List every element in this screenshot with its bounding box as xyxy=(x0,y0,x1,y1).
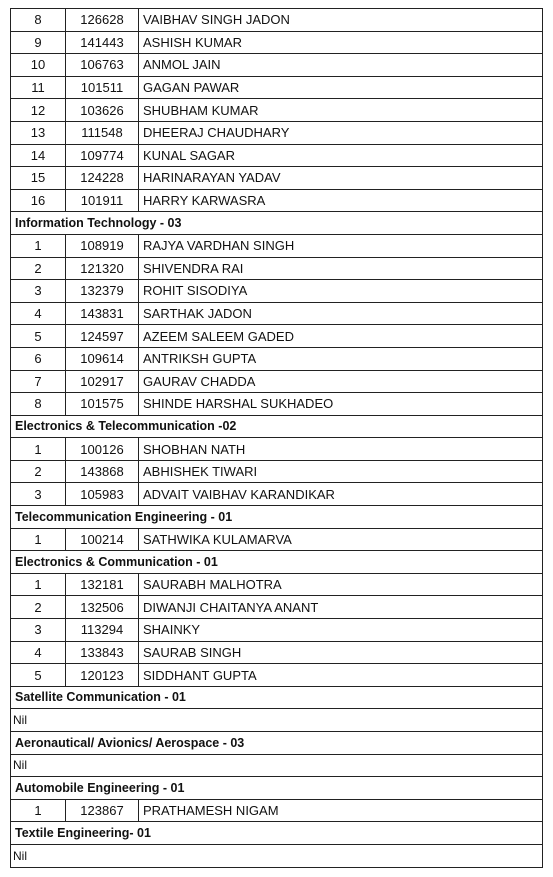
serial-number-cell: 16 xyxy=(11,189,66,212)
roll-number-cell: 132379 xyxy=(66,280,139,303)
serial-number-cell: 10 xyxy=(11,54,66,77)
table-row xyxy=(11,460,543,483)
section-title: Textile Engineering- 01 xyxy=(11,822,543,845)
roll-number-cell: 100214 xyxy=(66,528,139,551)
candidate-name-cell: AZEEM SALEEM GADED xyxy=(139,325,543,348)
table-row xyxy=(11,280,543,303)
roll-number-cell: 124597 xyxy=(66,325,139,348)
candidate-name-cell: ADVAIT VAIBHAV KARANDIKAR xyxy=(139,483,543,506)
candidate-name-cell: ABHISHEK TIWARI xyxy=(139,460,543,483)
serial-number-cell: 6 xyxy=(11,347,66,370)
table-row xyxy=(11,167,543,190)
serial-number-cell: 2 xyxy=(11,460,66,483)
roll-number-cell: 102917 xyxy=(66,370,139,393)
table-row xyxy=(11,799,543,822)
candidate-name-cell: SIDDHANT GUPTA xyxy=(139,664,543,687)
serial-number-cell: 5 xyxy=(11,325,66,348)
candidate-name-cell: SHIVENDRA RAI xyxy=(139,257,543,280)
nil-row xyxy=(11,754,543,777)
roll-number-cell: 133843 xyxy=(66,641,139,664)
serial-number-cell: 3 xyxy=(11,619,66,642)
roll-number-cell: 105983 xyxy=(66,483,139,506)
section-header-row xyxy=(11,212,543,235)
section-header-row xyxy=(11,822,543,845)
candidate-name-cell: SARTHAK JADON xyxy=(139,302,543,325)
roll-number-cell: 101575 xyxy=(66,393,139,416)
serial-number-cell: 9 xyxy=(11,31,66,54)
roll-number-cell: 132506 xyxy=(66,596,139,619)
candidate-name-cell: KUNAL SAGAR xyxy=(139,144,543,167)
roll-number-cell: 108919 xyxy=(66,234,139,257)
table-row xyxy=(11,302,543,325)
table-row xyxy=(11,573,543,596)
table-row xyxy=(11,393,543,416)
serial-number-cell: 1 xyxy=(11,234,66,257)
candidate-name-cell: SHOBHAN NATH xyxy=(139,438,543,461)
serial-number-cell: 7 xyxy=(11,370,66,393)
table-row xyxy=(11,596,543,619)
section-header-row xyxy=(11,506,543,529)
table-row xyxy=(11,438,543,461)
candidate-name-cell: SAURAB SINGH xyxy=(139,641,543,664)
table-row xyxy=(11,619,543,642)
section-title: Automobile Engineering - 01 xyxy=(11,777,543,800)
section-header-row xyxy=(11,551,543,574)
serial-number-cell: 14 xyxy=(11,144,66,167)
table-row xyxy=(11,121,543,144)
roll-number-cell: 141443 xyxy=(66,31,139,54)
section-title: Aeronautical/ Avionics/ Aerospace - 03 xyxy=(11,732,543,755)
candidate-name-cell: ANMOL JAIN xyxy=(139,54,543,77)
table-row xyxy=(11,528,543,551)
section-header-row xyxy=(11,777,543,800)
candidate-name-cell: SAURABH MALHOTRA xyxy=(139,573,543,596)
serial-number-cell: 8 xyxy=(11,9,66,32)
table-row xyxy=(11,347,543,370)
nil-text: Nil xyxy=(11,754,543,777)
candidate-name-cell: ANTRIKSH GUPTA xyxy=(139,347,543,370)
serial-number-cell: 13 xyxy=(11,121,66,144)
serial-number-cell: 5 xyxy=(11,664,66,687)
nil-text: Nil xyxy=(11,844,543,867)
roll-number-cell: 101911 xyxy=(66,189,139,212)
candidate-name-cell: GAGAN PAWAR xyxy=(139,76,543,99)
nil-row xyxy=(11,709,543,732)
candidate-name-cell: DIWANJI CHAITANYA ANANT xyxy=(139,596,543,619)
roll-number-cell: 101511 xyxy=(66,76,139,99)
merit-list-document xyxy=(10,8,543,868)
roll-number-cell: 126628 xyxy=(66,9,139,32)
serial-number-cell: 2 xyxy=(11,257,66,280)
section-header-row xyxy=(11,732,543,755)
candidate-name-cell: GAURAV CHADDA xyxy=(139,370,543,393)
candidate-name-cell: HARRY KARWASRA xyxy=(139,189,543,212)
roll-number-cell: 100126 xyxy=(66,438,139,461)
serial-number-cell: 4 xyxy=(11,641,66,664)
nil-text: Nil xyxy=(11,709,543,732)
table-row xyxy=(11,9,543,32)
candidate-name-cell: VAIBHAV SINGH JADON xyxy=(139,9,543,32)
serial-number-cell: 1 xyxy=(11,438,66,461)
serial-number-cell: 3 xyxy=(11,280,66,303)
section-title: Information Technology - 03 xyxy=(11,212,543,235)
section-header-row xyxy=(11,686,543,709)
roll-number-cell: 124228 xyxy=(66,167,139,190)
candidate-name-cell: ASHISH KUMAR xyxy=(139,31,543,54)
candidate-name-cell: RAJYA VARDHAN SINGH xyxy=(139,234,543,257)
roll-number-cell: 109774 xyxy=(66,144,139,167)
serial-number-cell: 3 xyxy=(11,483,66,506)
table-row xyxy=(11,144,543,167)
candidate-name-cell: SATHWIKA KULAMARVA xyxy=(139,528,543,551)
merit-list-table xyxy=(10,8,543,868)
serial-number-cell: 11 xyxy=(11,76,66,99)
roll-number-cell: 113294 xyxy=(66,619,139,642)
section-title: Electronics & Telecommunication -02 xyxy=(11,415,543,438)
table-row xyxy=(11,76,543,99)
roll-number-cell: 121320 xyxy=(66,257,139,280)
table-row xyxy=(11,370,543,393)
roll-number-cell: 132181 xyxy=(66,573,139,596)
candidate-name-cell: ROHIT SISODIYA xyxy=(139,280,543,303)
table-row xyxy=(11,257,543,280)
serial-number-cell: 12 xyxy=(11,99,66,122)
serial-number-cell: 1 xyxy=(11,573,66,596)
candidate-name-cell: PRATHAMESH NIGAM xyxy=(139,799,543,822)
table-row xyxy=(11,189,543,212)
section-title: Satellite Communication - 01 xyxy=(11,686,543,709)
roll-number-cell: 143831 xyxy=(66,302,139,325)
roll-number-cell: 143868 xyxy=(66,460,139,483)
table-row xyxy=(11,641,543,664)
table-row xyxy=(11,234,543,257)
section-title: Telecommunication Engineering - 01 xyxy=(11,506,543,529)
roll-number-cell: 120123 xyxy=(66,664,139,687)
nil-row xyxy=(11,844,543,867)
table-row xyxy=(11,664,543,687)
roll-number-cell: 103626 xyxy=(66,99,139,122)
table-row xyxy=(11,483,543,506)
section-title: Electronics & Communication - 01 xyxy=(11,551,543,574)
serial-number-cell: 1 xyxy=(11,799,66,822)
merit-list-body xyxy=(11,9,543,868)
candidate-name-cell: SHAINKY xyxy=(139,619,543,642)
table-row xyxy=(11,99,543,122)
table-row xyxy=(11,325,543,348)
table-row xyxy=(11,31,543,54)
section-header-row xyxy=(11,415,543,438)
roll-number-cell: 123867 xyxy=(66,799,139,822)
candidate-name-cell: SHUBHAM KUMAR xyxy=(139,99,543,122)
serial-number-cell: 2 xyxy=(11,596,66,619)
roll-number-cell: 106763 xyxy=(66,54,139,77)
candidate-name-cell: HARINARAYAN YADAV xyxy=(139,167,543,190)
serial-number-cell: 8 xyxy=(11,393,66,416)
serial-number-cell: 4 xyxy=(11,302,66,325)
candidate-name-cell: DHEERAJ CHAUDHARY xyxy=(139,121,543,144)
roll-number-cell: 111548 xyxy=(66,121,139,144)
roll-number-cell: 109614 xyxy=(66,347,139,370)
serial-number-cell: 15 xyxy=(11,167,66,190)
table-row xyxy=(11,54,543,77)
candidate-name-cell: SHINDE HARSHAL SUKHADEO xyxy=(139,393,543,416)
serial-number-cell: 1 xyxy=(11,528,66,551)
